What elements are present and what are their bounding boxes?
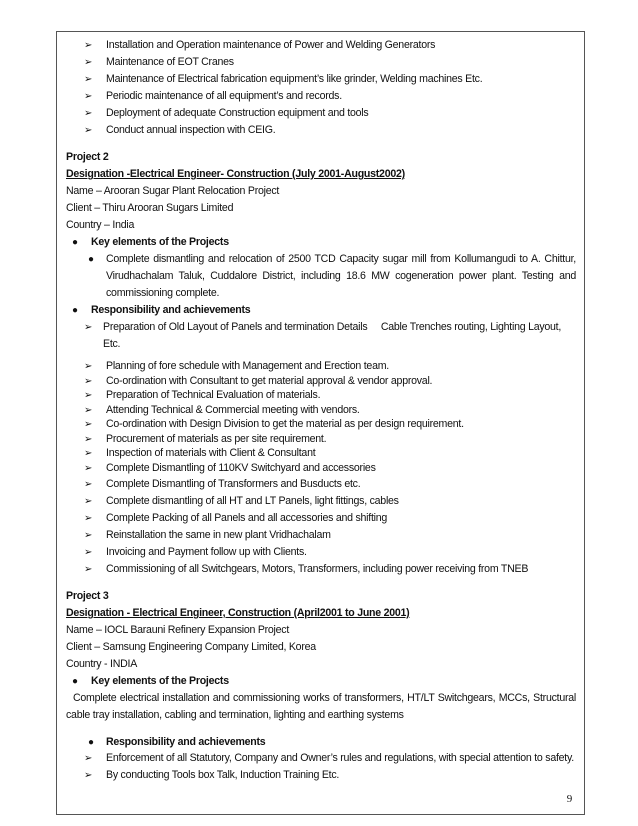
designation: Designation - Electrical Engineer, Construction (April2001 to June 2001) [66,607,410,619]
bullet-icon: ● [72,237,78,248]
project-name: Name – IOCL Barauni Refinery Expansion Project [66,624,290,636]
list-item: ➢ Commissioning of all Switchgears, Motors, Transformers, including power receiving from TNEB [66,561,576,578]
list-item: ➢ Procurement of materials as per site requirement. [84,432,327,445]
list-item: ➢ Installation and Operation maintenance of Power and Welding Generators [66,37,576,54]
arrow-bullet-icon: ➢ [84,108,93,119]
list-item: ➢ By conducting Tools box Talk, Induction Training Etc. [66,767,576,784]
country: Country - INDIA [66,658,138,670]
arrow-bullet-icon: ➢ [84,40,93,51]
key-elements-heading: ● Key elements of the Projects [66,673,576,690]
list-item: ➢ Attending Technical & Commercial meeting with vendors. [84,403,360,416]
list-item: ➢ Maintenance of Electrical fabrication equipment’s like grinder, Welding machines Etc. [66,71,576,88]
arrow-bullet-icon: ➢ [84,433,93,445]
list-item: ➢ Reinstallation the same in new plant Vridhachalam [66,527,576,544]
list-item: ➢ Complete Packing of all Panels and all accessories and shifting [66,510,576,527]
list-item: ➢ Complete Dismantling of 110KV Switchyard and accessories [84,461,376,474]
list-item: ➢ Preparation of Old Layout of Panels and termination Details Cable Trenches routing, Lighting Layout, Etc. [84,321,564,350]
arrow-bullet-icon: ➢ [84,547,93,558]
arrow-bullet-icon: ➢ [84,322,93,333]
responsibility-heading: ● Responsibility and achievements [66,302,576,319]
project-3-section [66,588,576,784]
list-item: ➢ Co-ordination with Design Division to get the material as per design requirement. [84,418,464,430]
arrow-bullet-icon: ➢ [84,496,93,507]
list-item: ➢ Maintenance of EOT Cranes [66,54,576,71]
list-item: ➢ Periodic maintenance of all equipment’s and records. [66,88,576,105]
bullet-icon: ● [72,676,78,687]
arrow-bullet-icon: ➢ [84,753,93,764]
arrow-bullet-icon: ➢ [84,462,93,474]
project-name: Name – Arooran Sugar Plant Relocation Project [66,185,280,197]
client: Client – Samsung Engineering Company Limited, Korea [66,641,316,653]
arrow-bullet-icon: ➢ [84,530,93,541]
document-body [66,37,576,784]
arrow-bullet-icon: ➢ [84,361,93,372]
bullet-icon: ● [88,737,94,748]
list-item: ➢ Conduct annual inspection with CEIG. [66,122,576,139]
country: Country – India [66,219,135,231]
bullet-icon: ● [88,254,94,265]
top-responsibility-list [66,37,576,139]
project-heading: Project 3 [66,590,109,602]
list-item: ➢ Complete Dismantling of Transformers and Busducts etc. [66,476,576,493]
arrow-bullet-icon: ➢ [84,479,93,490]
arrow-bullet-icon: ➢ [84,564,93,575]
arrow-bullet-icon: ➢ [84,513,93,524]
list-item: ➢ Preparation of Technical Evaluation of materials. [84,389,321,401]
arrow-bullet-icon: ➢ [84,91,93,102]
arrow-bullet-icon: ➢ [84,448,93,459]
list-item: ➢ Inspection of materials with Client & Consultant [84,447,316,459]
list-item: ➢ Invoicing and Payment follow up with Clients. [66,544,576,561]
arrow-bullet-icon: ➢ [84,769,93,781]
key-elements-text: Complete electrical installation and commissioning works of transformers, HT/LT Switchgears, MCCs, Structural cable tray installation, cabling and termination, lighting and earthing systems [66,692,576,721]
key-elements-text: ● Complete dismantling and relocation of 2500 TCD Capacity sugar mill from Kollumangudi to A. Chittur, Virudhachalam Taluk, Cuddalore District, including 18.6 MW cogeneration power plant. Testing and commissioning complete. [88,253,576,299]
arrow-bullet-icon: ➢ [84,74,93,85]
arrow-bullet-icon: ➢ [84,375,93,387]
arrow-bullet-icon: ➢ [84,57,93,68]
list-item: ➢ Enforcement of all Statutory, Company and Owner’s rules and regulations, with special attention to safety. [84,752,574,764]
responsibility-heading: ● Responsibility and achievements [66,734,576,751]
arrow-bullet-icon: ➢ [84,125,93,136]
bullet-icon: ● [72,305,78,316]
key-elements-heading: ● Key elements of the Projects [66,234,576,251]
arrow-bullet-icon: ➢ [84,404,93,416]
client: Client – Thiru Arooran Sugars Limited [66,202,234,214]
project-heading: Project 2 [66,151,109,163]
project-2-section [66,149,576,578]
arrow-bullet-icon: ➢ [84,419,93,430]
list-item: ➢ Planning of fore schedule with Management and Erection team. [84,360,389,372]
arrow-bullet-icon: ➢ [84,390,93,401]
list-item: ➢ Deployment of adequate Construction equipment and tools [66,105,576,122]
designation: Designation -Electrical Engineer- Construction (July 2001-August2002) [66,168,405,180]
page-number: 9 [566,793,572,805]
list-item: ➢ Complete dismantling of all HT and LT Panels, light fittings, cables [66,493,576,510]
list-item: ➢ Co-ordination with Consultant to get material approval & vendor approval. [84,374,433,387]
